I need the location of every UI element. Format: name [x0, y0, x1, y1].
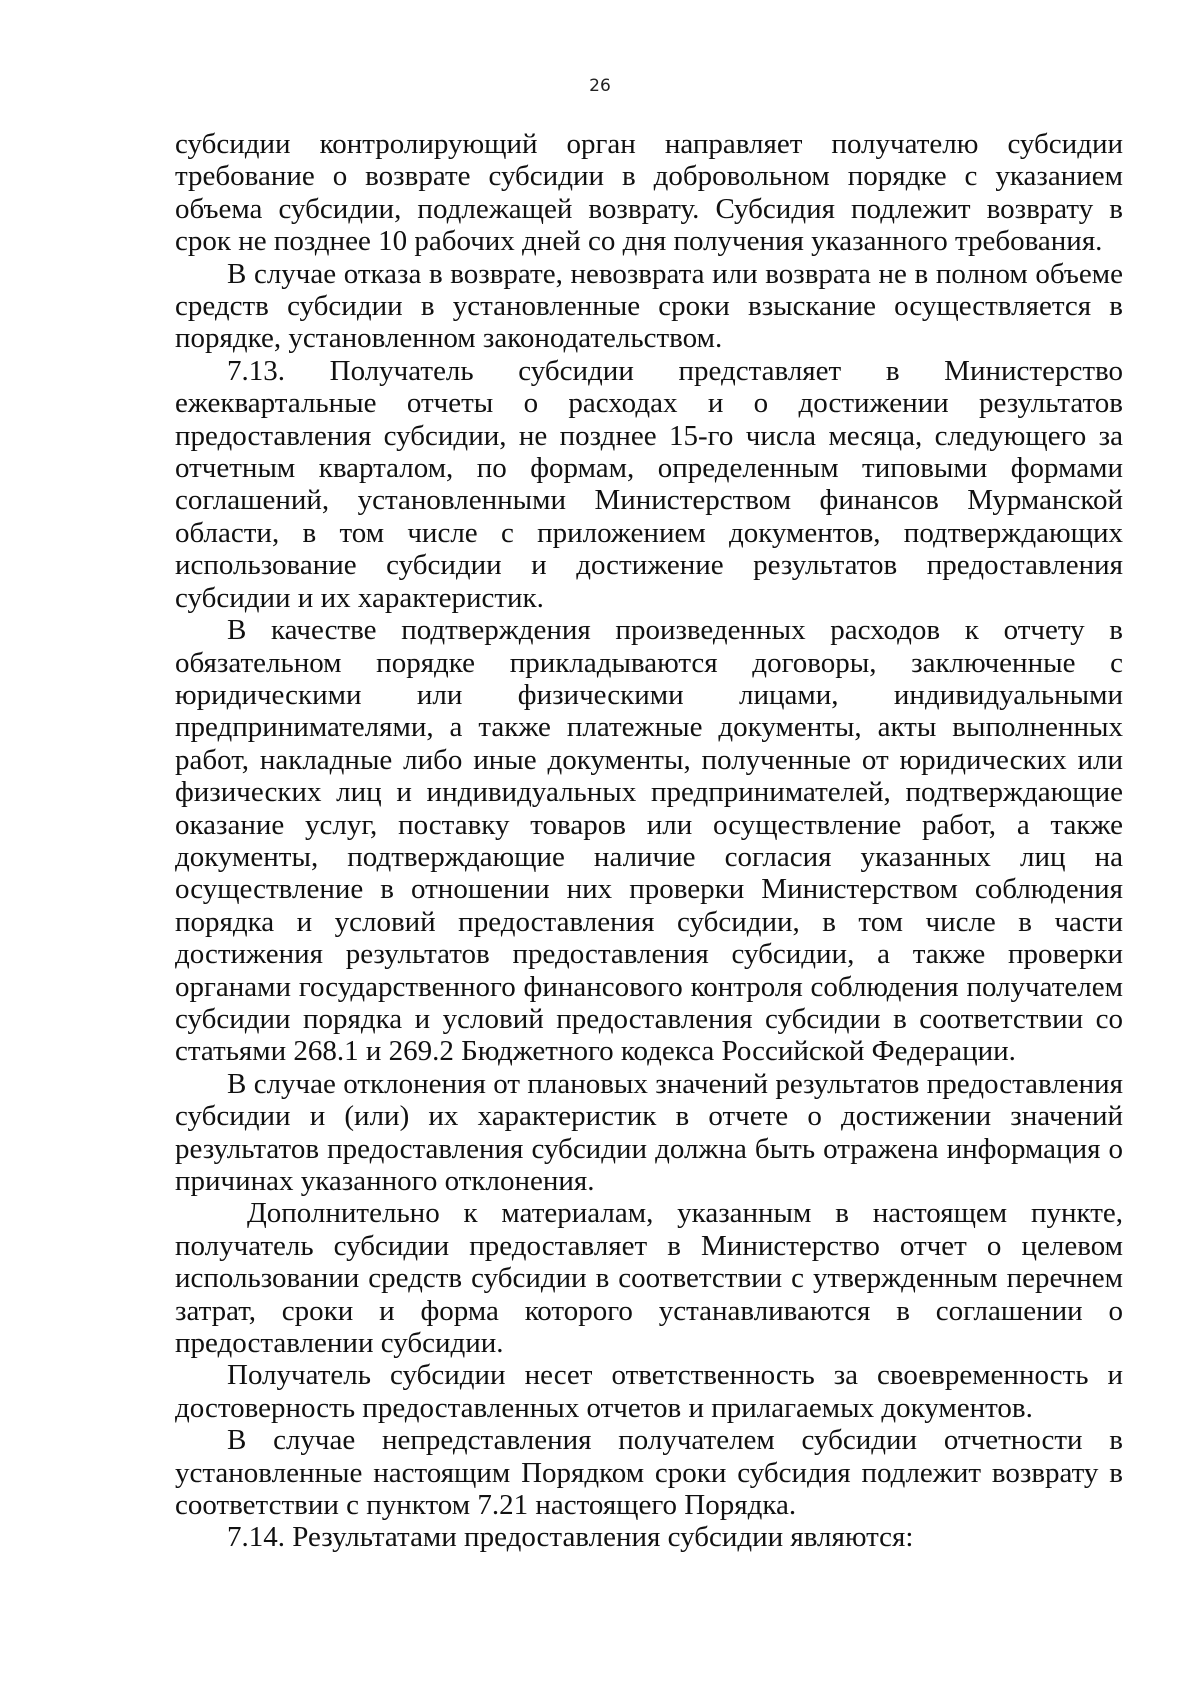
paragraph-target-use-report: Дополнительно к материалам, указанным в настоящем пункте, получатель субсидии предоставляет в Министерство отчет о целевом использовании средств субсидии в соответствии с утвержденным перечнем затрат, сроки и форма которого устанавливаются в соглашении о предоставлении субсидии. — [175, 1197, 1123, 1360]
page-number: 26 — [589, 76, 611, 96]
paragraph-responsibility: Получатель субсидии несет ответственность за своевременность и достоверность предоставленных отчетов и прилагаемых документов. — [175, 1359, 1123, 1424]
paragraph-7-14-results: 7.14. Результатами предоставления субсидии являются: — [227, 1521, 914, 1554]
paragraph-expense-confirmation: В качестве подтверждения произведенных расходов к отчету в обязательном порядке прикладываются договоры, заключенные с юридическими или физическими лицами, индивидуальными предпринимателями, а также платежные документы, акты выполненных работ, накладные либо иные документы, полученные от юридических или физических лиц и индивидуальных предпринимателей, подтверждающие оказание услуг, поставку товаров или осуществление работ, а также документы, подтверждающие наличие согласия указанных лиц на осуществление в отношении них проверки Министерством соблюдения порядка и условий предоставления субсидии, в том числе в части достижения результатов предоставления субсидии, а также проверки органами государственного финансового контроля соблюдения получателем субсидии порядка и условий предоставления субсидии в соответствии со статьями 268.1 и 269.2 Бюджетного кодекса Российской Федерации. — [175, 614, 1123, 1068]
paragraph-7-13-reports: 7.13. Получатель субсидии представляет в Министерство ежеквартальные отчеты о расходах и о достижении результатов предоставления субсидии, не позднее 15-го числа месяца, следующего за отчетным кварталом, по формам, определенным типовыми формами соглашений, установленными Министерством финансов Мурманской области, в том числе с приложением документов, подтверждающих использование субсидии и достижение результатов предоставления субсидии и их характеристик. — [175, 354, 1123, 614]
paragraph-refusal-recovery: В случае отказа в возврате, невозврата или возврата не в полном объеме средств субсидии в установленные сроки взыскание осуществляется в порядке, установленном законодательством. — [175, 257, 1123, 355]
paragraph-deviation-info: В случае отклонения от плановых значений результатов предоставления субсидии и (или) их характеристик в отчете о достижении значений результатов предоставления субсидии должна быть отражена информация о причинах указанного отклонения. — [175, 1067, 1123, 1197]
paragraph-refund-demand: субсидии контролирующий орган направляет получателю субсидии требование о возврате субсидии в добровольном порядке с указанием объема субсидии, подлежащей возврату. Субсидия подлежит возврату в срок не позднее 10 рабочих дней со дня получения указанного требования. — [175, 128, 1123, 258]
paragraph-non-submission: В случае непредставления получателем субсидии отчетности в установленные настоящим Порядком сроки субсидия подлежит возврату в соответствии с пунктом 7.21 настоящего Порядка. — [175, 1424, 1123, 1522]
document-body — [175, 128, 1123, 1554]
